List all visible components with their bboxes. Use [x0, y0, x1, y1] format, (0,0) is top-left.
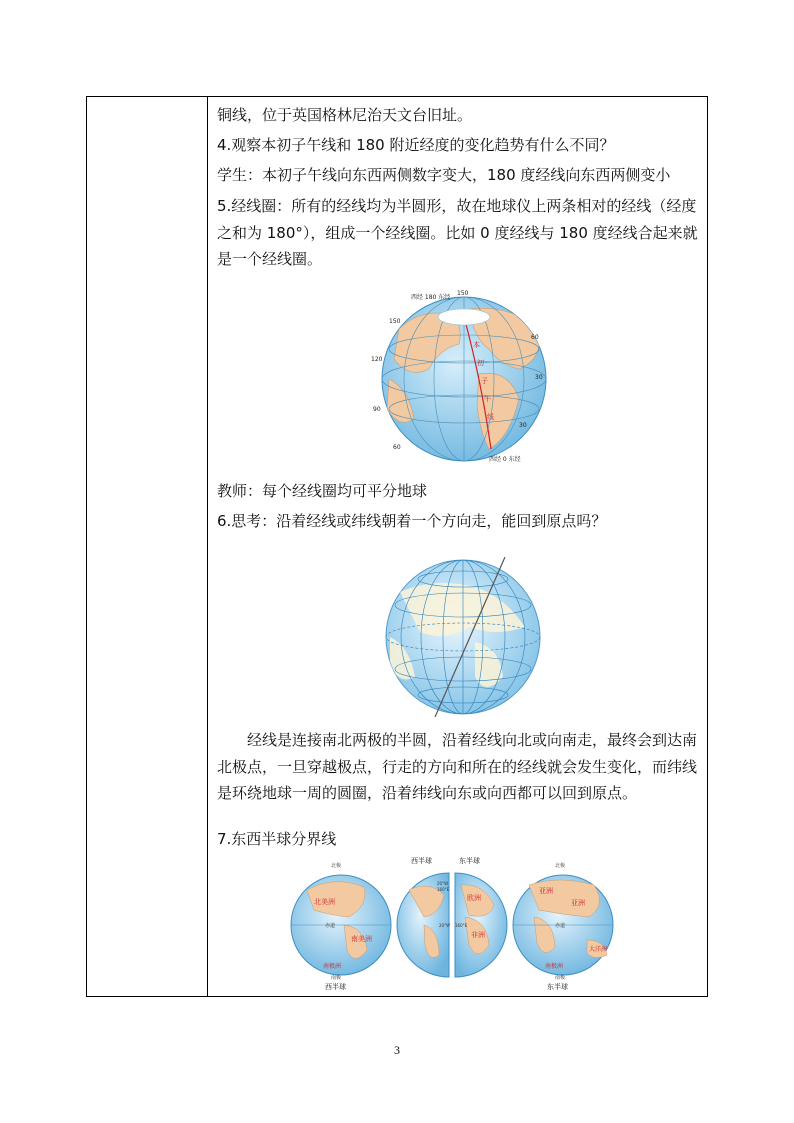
- north-pole-label-east: 北极: [555, 863, 566, 869]
- question-6: 6.思考：沿着经线或纬线朝着一个方向走，能回到原点吗？: [217, 512, 607, 530]
- equator-label: 赤道: [325, 923, 336, 929]
- meridian-char-2: 初: [477, 359, 484, 367]
- tick-label: 150: [457, 290, 469, 297]
- tick-label: 30: [519, 422, 527, 429]
- page-table: [86, 96, 708, 997]
- tick-label: 120: [371, 356, 383, 363]
- north-pole-label: 北极: [331, 863, 342, 869]
- antarctica-label-east: 南极洲: [545, 963, 564, 970]
- equator-label-east: 赤道: [555, 923, 566, 929]
- tick-label: 150: [389, 318, 401, 325]
- globe-grid-figure: [375, 557, 555, 717]
- meridian-char-3: 子: [481, 377, 488, 385]
- question-4: 4.观察本初子午线和 180 附近经度的变化趋势有什么不同？: [217, 136, 615, 154]
- africa-label: 非洲: [471, 931, 485, 939]
- lon-160e-mid: 160°E: [455, 923, 468, 928]
- student-answer: 学生：本初子午线向东西两侧数字变大，180 度经线向东西两侧变小: [217, 166, 671, 184]
- north-america-label: 北美洲: [314, 898, 335, 906]
- question-7: 7.东西半球分界线: [217, 830, 337, 848]
- south-america-label: 南美洲: [351, 935, 372, 943]
- content-cell: [217, 97, 701, 996]
- west-hemisphere-title: 西半球: [411, 857, 432, 865]
- east-hemisphere-title: 东半球: [459, 857, 480, 865]
- tick-label: 60: [393, 444, 401, 451]
- tick-label: 30: [535, 374, 543, 381]
- tick-label: 90: [373, 406, 381, 413]
- hemispheres-figure: [289, 855, 689, 997]
- paragraph-meridian-circle: 5.经线圈：所有的经线均为半圆形，故在地球仪上两条相对的经线（经度之和为 180°），组成一个经线圈。比如 0 度经线与 180 度经线合起来就是一个经线圈。: [217, 197, 698, 268]
- oceania-label: 大洋洲: [589, 946, 608, 953]
- label-west180-east: 西经 180 东经: [411, 294, 451, 301]
- globe-prime-meridian-figure: [369, 289, 559, 467]
- lon-20w-mid: 20°W: [439, 923, 451, 928]
- teacher-line: 教师：每个经线圈均可平分地球: [217, 482, 428, 500]
- meridian-char-5: 线: [487, 413, 494, 421]
- text-line-1: 铜线，位于英国格林尼治天文台旧址。: [217, 106, 473, 124]
- lon-20w-top: 20°W: [437, 881, 449, 886]
- west-hemisphere-caption: 西半球: [325, 983, 346, 991]
- south-pole-label-east: 南极: [555, 975, 566, 981]
- asia-label: 亚洲: [539, 887, 553, 895]
- meridian-char-4: 午: [484, 395, 491, 403]
- page-number: 3: [394, 1043, 400, 1057]
- tick-label: 60: [531, 334, 539, 341]
- lon-160e-top: 160°E: [437, 887, 450, 892]
- east-hemisphere-caption: 东半球: [547, 983, 568, 991]
- south-pole-label: 南极: [331, 975, 342, 981]
- label-west0-east: 西经 0 东经: [489, 456, 521, 463]
- paragraph-explanation: 经线是连接南北两极的半圆，沿着经线向北或向南走，最终会到达南北极点，一旦穿越极点，行走的方向和所在的经线就会发生变化，而纬线是环绕地球一周的圆圈，沿着纬线向东或向西都可以回到原点。: [217, 731, 698, 802]
- left-column-cell: [87, 97, 208, 996]
- asia-label-b: 亚洲: [571, 899, 585, 907]
- antarctica-label: 南极洲: [323, 963, 342, 970]
- meridian-char-1: 本: [473, 341, 480, 349]
- europe-label: 欧洲: [467, 894, 481, 902]
